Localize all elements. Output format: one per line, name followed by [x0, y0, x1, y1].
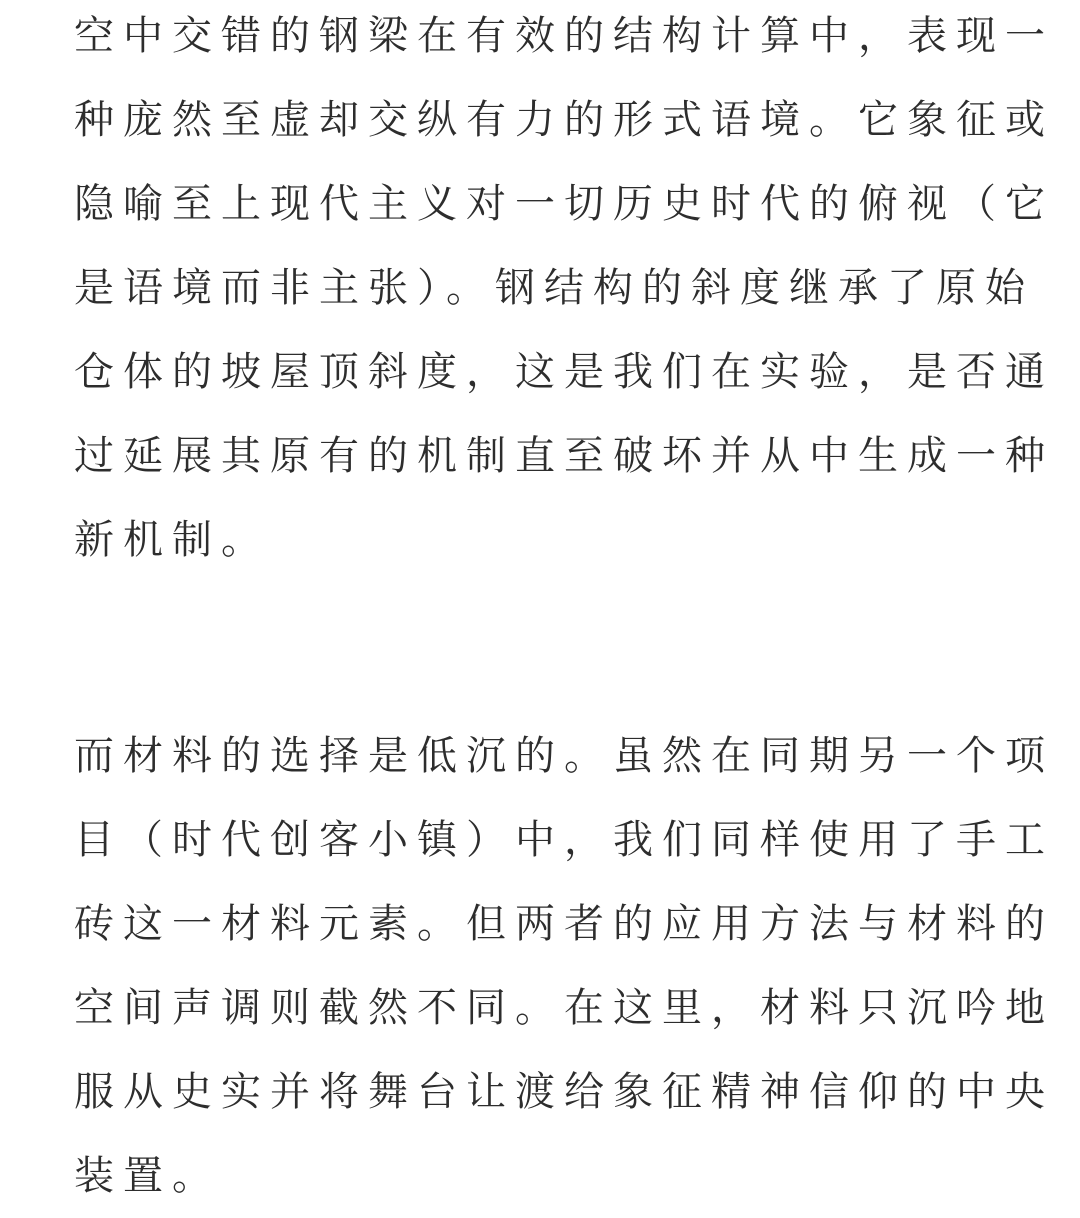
- paragraph-line: 过延展其原有的机制直至破坏并从中生成一种: [74, 433, 1054, 479]
- paragraph-line: 空中交错的钢梁在有效的结构计算中，表现一: [74, 13, 1054, 59]
- paragraph-2: [74, 714, 1054, 1218]
- article-body: [74, 0, 1054, 1218]
- paragraph-line: 而材料的选择是低沉的。虽然在同期另一个项: [74, 733, 1054, 779]
- paragraph-line: 砖这一材料元素。但两者的应用方法与材料的: [74, 901, 1054, 947]
- paragraph-line: 装置。: [74, 1153, 221, 1199]
- paragraph-line: 种庞然至虚却交纵有力的形式语境。它象征或: [74, 97, 1054, 143]
- paragraph-1: [74, 0, 1054, 582]
- paragraph-line: 隐喻至上现代主义对一切历史时代的俯视（它: [74, 181, 1054, 227]
- paragraph-line: 空间声调则截然不同。在这里，材料只沉吟地: [74, 985, 1054, 1031]
- paragraph-line: 是语境而非主张）。钢结构的斜度继承了原始: [74, 265, 1034, 311]
- paragraph-spacer: [74, 582, 1004, 714]
- paragraph-line: 新机制。: [74, 517, 270, 563]
- paragraph-line: 服从史实并将舞台让渡给象征精神信仰的中央: [74, 1069, 1054, 1115]
- paragraph-line: 目（时代创客小镇）中，我们同样使用了手工: [74, 817, 1054, 863]
- paragraph-line: 仓体的坡屋顶斜度，这是我们在实验，是否通: [74, 349, 1054, 395]
